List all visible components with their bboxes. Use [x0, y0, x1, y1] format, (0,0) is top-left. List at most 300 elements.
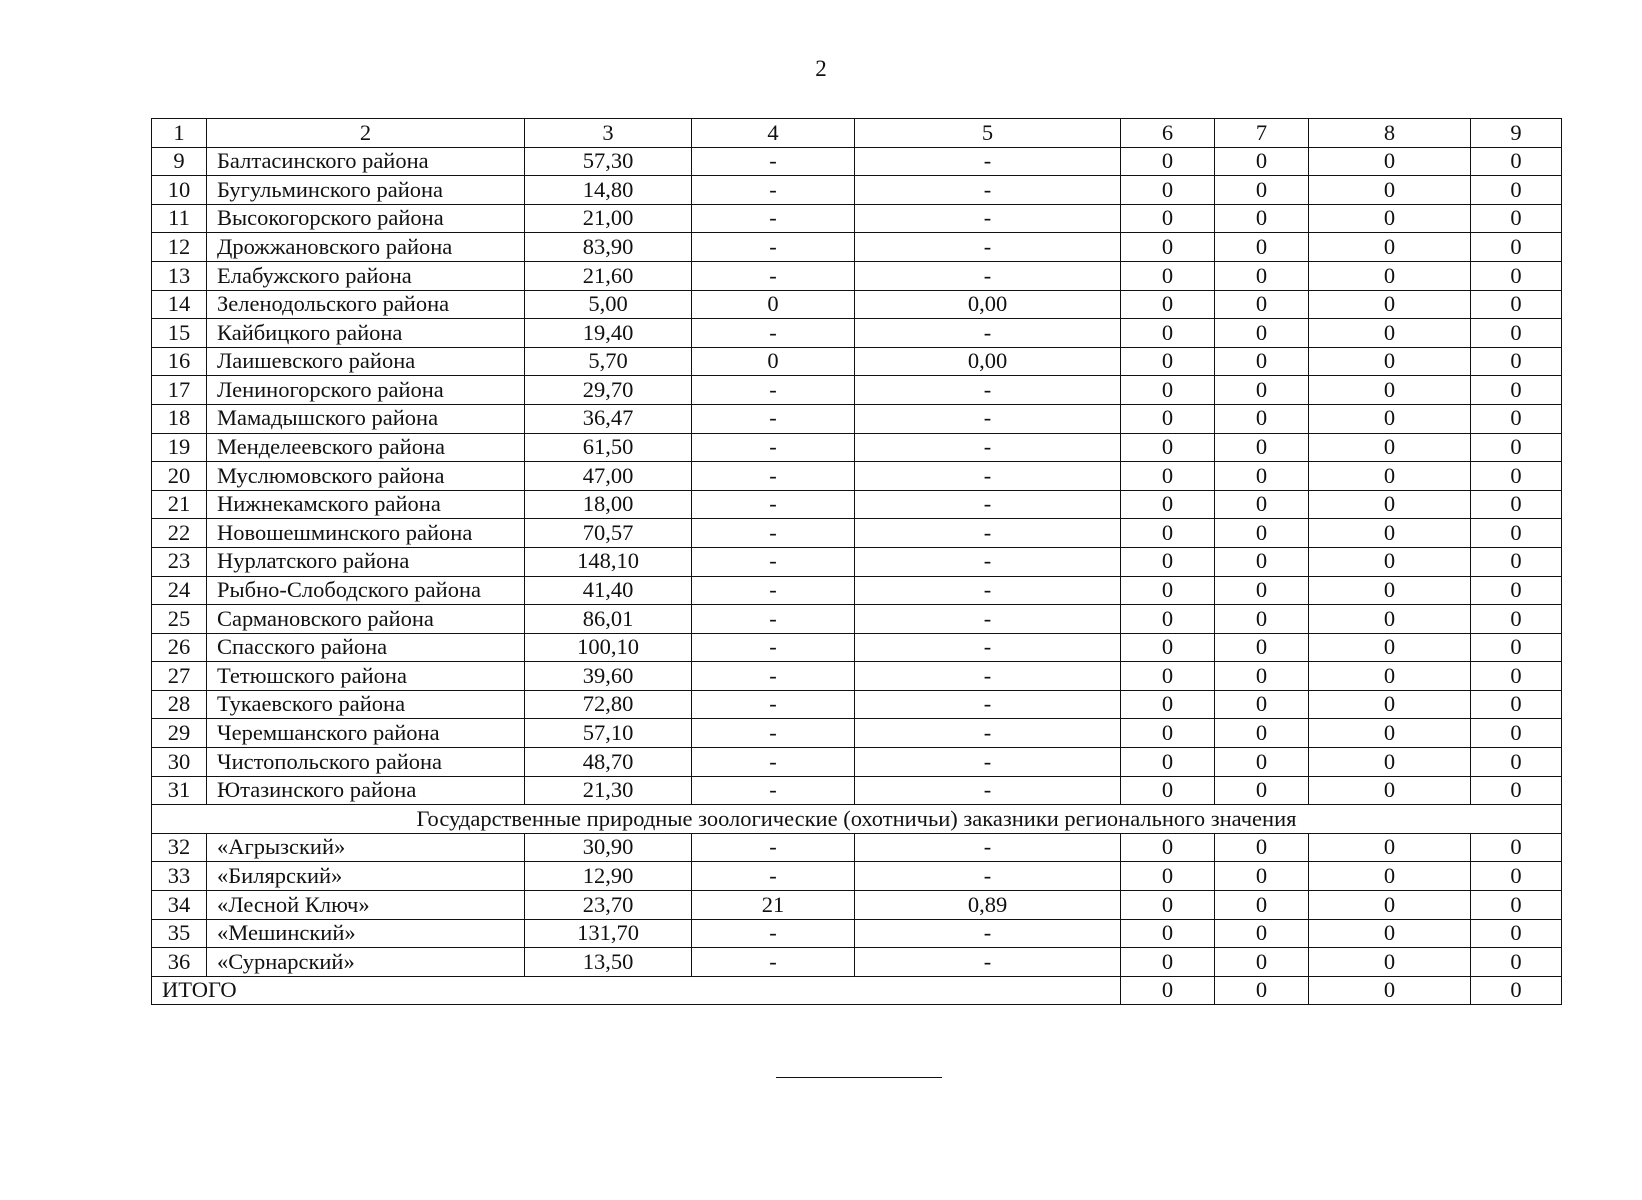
- row-name-cell: Кайбицкого района: [207, 319, 525, 348]
- value-cell: 0: [1121, 748, 1215, 777]
- row-name-cell: Лениногорского района: [207, 376, 525, 405]
- value-cell: 0: [1121, 576, 1215, 605]
- value-cell: 0: [1215, 347, 1309, 376]
- value-cell: -: [855, 833, 1121, 862]
- value-cell: -: [692, 233, 855, 262]
- value-cell: -: [855, 433, 1121, 462]
- value-cell: 61,50: [525, 433, 692, 462]
- value-cell: 0: [1215, 261, 1309, 290]
- row-number-cell: 27: [152, 662, 207, 691]
- value-cell: 0: [1121, 233, 1215, 262]
- value-cell: 0: [1309, 919, 1471, 948]
- row-number-cell: 15: [152, 319, 207, 348]
- value-cell: 0: [1121, 490, 1215, 519]
- value-cell: -: [855, 319, 1121, 348]
- value-cell: 0: [1121, 261, 1215, 290]
- value-cell: -: [692, 662, 855, 691]
- row-name-cell: «Мешинский»: [207, 919, 525, 948]
- value-cell: 0: [1121, 290, 1215, 319]
- column-number-cell: 4: [692, 119, 855, 148]
- value-cell: 0: [1309, 633, 1471, 662]
- value-cell: 0: [1121, 462, 1215, 491]
- row-name-cell: Тукаевского района: [207, 690, 525, 719]
- value-cell: 0: [1471, 919, 1562, 948]
- value-cell: 57,10: [525, 719, 692, 748]
- section-title: Государственные природные зоологические (охотничьи) заказники регионального значения: [152, 805, 1562, 834]
- value-cell: -: [855, 404, 1121, 433]
- page-number: 2: [815, 56, 827, 81]
- value-cell: -: [692, 576, 855, 605]
- table-row: [152, 633, 1562, 662]
- value-cell: 57,30: [525, 147, 692, 176]
- value-cell: 0: [1471, 290, 1562, 319]
- value-cell: 0: [1309, 576, 1471, 605]
- column-number-cell: 2: [207, 119, 525, 148]
- table-row: [152, 719, 1562, 748]
- value-cell: 0: [1215, 891, 1309, 920]
- value-cell: 0: [1121, 833, 1215, 862]
- value-cell: 0: [1121, 519, 1215, 548]
- column-number-cell: 3: [525, 119, 692, 148]
- value-cell: -: [855, 176, 1121, 205]
- value-cell: 0: [1215, 776, 1309, 805]
- value-cell: 0: [1471, 176, 1562, 205]
- value-cell: -: [855, 462, 1121, 491]
- value-cell: -: [692, 261, 855, 290]
- value-cell: 72,80: [525, 690, 692, 719]
- value-cell: -: [692, 748, 855, 777]
- row-number-cell: 23: [152, 547, 207, 576]
- table-row: [152, 147, 1562, 176]
- value-cell: 0: [1309, 519, 1471, 548]
- table-row: [152, 433, 1562, 462]
- value-cell: -: [855, 690, 1121, 719]
- row-name-cell: Мамадышского района: [207, 404, 525, 433]
- table-row: [152, 862, 1562, 891]
- value-cell: 0: [1215, 605, 1309, 634]
- value-cell: 0: [1215, 719, 1309, 748]
- value-cell: -: [692, 176, 855, 205]
- value-cell: 0: [1309, 690, 1471, 719]
- value-cell: 0: [1471, 662, 1562, 691]
- row-name-cell: Чистопольского района: [207, 748, 525, 777]
- value-cell: 0: [692, 347, 855, 376]
- row-number-cell: 29: [152, 719, 207, 748]
- value-cell: 0: [1309, 404, 1471, 433]
- value-cell: -: [855, 204, 1121, 233]
- value-cell: -: [855, 662, 1121, 691]
- row-number-cell: 20: [152, 462, 207, 491]
- value-cell: 0: [1309, 891, 1471, 920]
- value-cell: 83,90: [525, 233, 692, 262]
- value-cell: 0: [1121, 919, 1215, 948]
- value-cell: 12,90: [525, 862, 692, 891]
- value-cell: 0: [1471, 690, 1562, 719]
- total-value-cell: 0: [1215, 976, 1309, 1005]
- value-cell: 0: [1471, 576, 1562, 605]
- value-cell: 131,70: [525, 919, 692, 948]
- value-cell: -: [855, 748, 1121, 777]
- value-cell: 0: [1309, 319, 1471, 348]
- value-cell: 0: [1309, 948, 1471, 977]
- column-number-cell: 9: [1471, 119, 1562, 148]
- value-cell: 0: [1471, 891, 1562, 920]
- total-value-cell: 0: [1471, 976, 1562, 1005]
- row-number-cell: 16: [152, 347, 207, 376]
- row-number-cell: 25: [152, 605, 207, 634]
- row-name-cell: Зеленодольского района: [207, 290, 525, 319]
- value-cell: 39,60: [525, 662, 692, 691]
- row-name-cell: Высокогорского района: [207, 204, 525, 233]
- row-name-cell: Нурлатского района: [207, 547, 525, 576]
- value-cell: 36,47: [525, 404, 692, 433]
- table-row: [152, 519, 1562, 548]
- row-name-cell: Сармановского района: [207, 605, 525, 634]
- value-cell: -: [855, 605, 1121, 634]
- value-cell: 0: [1471, 462, 1562, 491]
- value-cell: -: [692, 490, 855, 519]
- value-cell: 23,70: [525, 891, 692, 920]
- row-number-cell: 26: [152, 633, 207, 662]
- row-number-cell: 33: [152, 862, 207, 891]
- value-cell: 0: [1215, 319, 1309, 348]
- row-name-cell: «Агрызский»: [207, 833, 525, 862]
- value-cell: 0: [1471, 547, 1562, 576]
- row-number-cell: 18: [152, 404, 207, 433]
- total-row: [152, 976, 1562, 1005]
- table-row: [152, 261, 1562, 290]
- value-cell: 0: [1471, 433, 1562, 462]
- value-cell: 86,01: [525, 605, 692, 634]
- row-number-cell: 10: [152, 176, 207, 205]
- value-cell: 0: [1471, 948, 1562, 977]
- value-cell: 0: [1309, 719, 1471, 748]
- value-cell: -: [692, 204, 855, 233]
- row-name-cell: Черемшанского района: [207, 719, 525, 748]
- data-table: [151, 118, 1562, 1005]
- row-name-cell: Елабужского района: [207, 261, 525, 290]
- value-cell: 0: [1471, 833, 1562, 862]
- row-name-cell: Бугульминского района: [207, 176, 525, 205]
- table-row: [152, 404, 1562, 433]
- value-cell: -: [855, 233, 1121, 262]
- row-number-cell: 13: [152, 261, 207, 290]
- value-cell: 0: [1309, 233, 1471, 262]
- value-cell: 5,70: [525, 347, 692, 376]
- value-cell: -: [855, 719, 1121, 748]
- value-cell: -: [692, 547, 855, 576]
- table-row: [152, 605, 1562, 634]
- section-row: [152, 805, 1562, 834]
- value-cell: 0: [1309, 605, 1471, 634]
- row-name-cell: «Лесной Ключ»: [207, 891, 525, 920]
- value-cell: 19,40: [525, 319, 692, 348]
- table-row: [152, 748, 1562, 777]
- row-number-cell: 24: [152, 576, 207, 605]
- value-cell: -: [692, 690, 855, 719]
- value-cell: 0: [1215, 748, 1309, 777]
- value-cell: 0: [1215, 233, 1309, 262]
- value-cell: -: [692, 833, 855, 862]
- table-row: [152, 833, 1562, 862]
- value-cell: 0: [1121, 948, 1215, 977]
- value-cell: 14,80: [525, 176, 692, 205]
- value-cell: 0: [1471, 776, 1562, 805]
- row-number-cell: 32: [152, 833, 207, 862]
- value-cell: 0: [1121, 719, 1215, 748]
- value-cell: -: [855, 776, 1121, 805]
- value-cell: 0: [1215, 147, 1309, 176]
- value-cell: 0: [1309, 290, 1471, 319]
- value-cell: 0: [1471, 147, 1562, 176]
- value-cell: 0: [1471, 261, 1562, 290]
- value-cell: 41,40: [525, 576, 692, 605]
- value-cell: 0: [1215, 833, 1309, 862]
- value-cell: -: [855, 519, 1121, 548]
- value-cell: 18,00: [525, 490, 692, 519]
- value-cell: 0: [1121, 433, 1215, 462]
- value-cell: 0: [1215, 404, 1309, 433]
- row-number-cell: 30: [152, 748, 207, 777]
- value-cell: 0: [1471, 376, 1562, 405]
- value-cell: 0: [1121, 176, 1215, 205]
- value-cell: -: [855, 576, 1121, 605]
- column-number-cell: 6: [1121, 119, 1215, 148]
- value-cell: -: [692, 376, 855, 405]
- value-cell: 48,70: [525, 748, 692, 777]
- value-cell: 0,00: [855, 290, 1121, 319]
- value-cell: 0: [1309, 490, 1471, 519]
- value-cell: 0: [1215, 290, 1309, 319]
- row-number-cell: 14: [152, 290, 207, 319]
- value-cell: 0: [1471, 490, 1562, 519]
- row-number-cell: 11: [152, 204, 207, 233]
- value-cell: 21,00: [525, 204, 692, 233]
- row-number-cell: 21: [152, 490, 207, 519]
- value-cell: -: [692, 633, 855, 662]
- value-cell: 0: [1309, 433, 1471, 462]
- value-cell: 0: [1309, 748, 1471, 777]
- value-cell: -: [692, 948, 855, 977]
- value-cell: 0: [1215, 576, 1309, 605]
- value-cell: -: [692, 404, 855, 433]
- value-cell: -: [692, 319, 855, 348]
- table-row: [152, 547, 1562, 576]
- table-row: [152, 290, 1562, 319]
- table-row: [152, 204, 1562, 233]
- value-cell: 47,00: [525, 462, 692, 491]
- total-value-cell: 0: [1121, 976, 1215, 1005]
- row-number-cell: 19: [152, 433, 207, 462]
- value-cell: 0: [1121, 347, 1215, 376]
- value-cell: 0: [692, 290, 855, 319]
- table-body: [152, 119, 1562, 1005]
- table-row: [152, 462, 1562, 491]
- value-cell: 0: [1471, 605, 1562, 634]
- value-cell: 0: [1215, 862, 1309, 891]
- row-number-cell: 22: [152, 519, 207, 548]
- value-cell: 0: [1471, 633, 1562, 662]
- table-row: [152, 948, 1562, 977]
- value-cell: 0: [1309, 204, 1471, 233]
- value-cell: 0: [1309, 462, 1471, 491]
- column-number-cell: 5: [855, 119, 1121, 148]
- value-cell: 0: [1309, 261, 1471, 290]
- value-cell: 0: [1121, 605, 1215, 634]
- table-row: [152, 576, 1562, 605]
- end-rule: [776, 1077, 942, 1078]
- value-cell: 0: [1121, 147, 1215, 176]
- row-number-cell: 34: [152, 891, 207, 920]
- value-cell: 30,90: [525, 833, 692, 862]
- header-row: [152, 119, 1562, 148]
- value-cell: -: [692, 433, 855, 462]
- row-name-cell: Муслюмовского района: [207, 462, 525, 491]
- value-cell: 21,30: [525, 776, 692, 805]
- row-name-cell: «Билярский»: [207, 862, 525, 891]
- value-cell: 0,00: [855, 347, 1121, 376]
- value-cell: 0: [1215, 547, 1309, 576]
- value-cell: -: [692, 147, 855, 176]
- value-cell: 0: [1309, 376, 1471, 405]
- value-cell: 0,89: [855, 891, 1121, 920]
- table-row: [152, 490, 1562, 519]
- row-number-cell: 31: [152, 776, 207, 805]
- value-cell: 0: [1121, 547, 1215, 576]
- row-name-cell: Менделеевского района: [207, 433, 525, 462]
- value-cell: 0: [1471, 719, 1562, 748]
- total-label: ИТОГО: [152, 976, 1121, 1005]
- value-cell: 0: [1215, 462, 1309, 491]
- row-number-cell: 9: [152, 147, 207, 176]
- value-cell: 0: [1121, 862, 1215, 891]
- value-cell: 0: [1309, 833, 1471, 862]
- column-number-cell: 8: [1309, 119, 1471, 148]
- value-cell: 0: [1121, 319, 1215, 348]
- row-name-cell: Балтасинского района: [207, 147, 525, 176]
- value-cell: 0: [1309, 662, 1471, 691]
- row-name-cell: Спасского района: [207, 633, 525, 662]
- total-value-cell: 0: [1309, 976, 1471, 1005]
- row-number-cell: 12: [152, 233, 207, 262]
- value-cell: 0: [1309, 147, 1471, 176]
- value-cell: 0: [1121, 891, 1215, 920]
- value-cell: 0: [1471, 233, 1562, 262]
- value-cell: -: [855, 633, 1121, 662]
- value-cell: -: [855, 376, 1121, 405]
- value-cell: 0: [1471, 319, 1562, 348]
- value-cell: 0: [1471, 404, 1562, 433]
- value-cell: -: [692, 919, 855, 948]
- value-cell: 0: [1121, 404, 1215, 433]
- value-cell: 0: [1215, 633, 1309, 662]
- value-cell: 0: [1309, 347, 1471, 376]
- value-cell: 0: [1215, 919, 1309, 948]
- row-number-cell: 28: [152, 690, 207, 719]
- value-cell: -: [855, 919, 1121, 948]
- table-row: [152, 891, 1562, 920]
- value-cell: 5,00: [525, 290, 692, 319]
- value-cell: -: [692, 462, 855, 491]
- value-cell: -: [855, 547, 1121, 576]
- value-cell: 21: [692, 891, 855, 920]
- value-cell: 0: [1471, 204, 1562, 233]
- value-cell: 0: [1471, 519, 1562, 548]
- table-row: [152, 662, 1562, 691]
- value-cell: 29,70: [525, 376, 692, 405]
- row-name-cell: Ютазинского района: [207, 776, 525, 805]
- value-cell: 0: [1215, 519, 1309, 548]
- table-row: [152, 376, 1562, 405]
- value-cell: 70,57: [525, 519, 692, 548]
- value-cell: 0: [1215, 433, 1309, 462]
- table-row: [152, 347, 1562, 376]
- row-name-cell: Нижнекамского района: [207, 490, 525, 519]
- table-row: [152, 776, 1562, 805]
- row-name-cell: Лаишевского района: [207, 347, 525, 376]
- value-cell: -: [855, 147, 1121, 176]
- row-name-cell: Дрожжановского района: [207, 233, 525, 262]
- value-cell: 0: [1121, 662, 1215, 691]
- value-cell: -: [692, 776, 855, 805]
- value-cell: -: [855, 261, 1121, 290]
- row-number-cell: 35: [152, 919, 207, 948]
- value-cell: 0: [1471, 748, 1562, 777]
- value-cell: -: [855, 490, 1121, 519]
- table-row: [152, 233, 1562, 262]
- table-row: [152, 919, 1562, 948]
- value-cell: 0: [1471, 347, 1562, 376]
- value-cell: 0: [1215, 176, 1309, 205]
- value-cell: 0: [1121, 690, 1215, 719]
- row-name-cell: «Сурнарский»: [207, 948, 525, 977]
- value-cell: -: [692, 519, 855, 548]
- value-cell: 0: [1215, 490, 1309, 519]
- row-name-cell: Тетюшского района: [207, 662, 525, 691]
- value-cell: 0: [1215, 204, 1309, 233]
- value-cell: 0: [1121, 633, 1215, 662]
- value-cell: -: [692, 719, 855, 748]
- value-cell: 0: [1121, 376, 1215, 405]
- row-name-cell: Рыбно-Слободского района: [207, 576, 525, 605]
- value-cell: 0: [1309, 176, 1471, 205]
- row-number-cell: 36: [152, 948, 207, 977]
- value-cell: 0: [1309, 862, 1471, 891]
- value-cell: 0: [1215, 662, 1309, 691]
- value-cell: 0: [1215, 376, 1309, 405]
- value-cell: 0: [1121, 776, 1215, 805]
- column-number-cell: 1: [152, 119, 207, 148]
- table-row: [152, 319, 1562, 348]
- value-cell: -: [692, 862, 855, 891]
- value-cell: 0: [1471, 862, 1562, 891]
- value-cell: 0: [1309, 776, 1471, 805]
- value-cell: 0: [1215, 948, 1309, 977]
- value-cell: 148,10: [525, 547, 692, 576]
- value-cell: 21,60: [525, 261, 692, 290]
- value-cell: 0: [1121, 204, 1215, 233]
- value-cell: -: [692, 605, 855, 634]
- value-cell: -: [855, 862, 1121, 891]
- table-row: [152, 176, 1562, 205]
- value-cell: 0: [1215, 690, 1309, 719]
- value-cell: 0: [1309, 547, 1471, 576]
- column-number-cell: 7: [1215, 119, 1309, 148]
- row-name-cell: Новошешминского района: [207, 519, 525, 548]
- value-cell: -: [855, 948, 1121, 977]
- row-number-cell: 17: [152, 376, 207, 405]
- value-cell: 100,10: [525, 633, 692, 662]
